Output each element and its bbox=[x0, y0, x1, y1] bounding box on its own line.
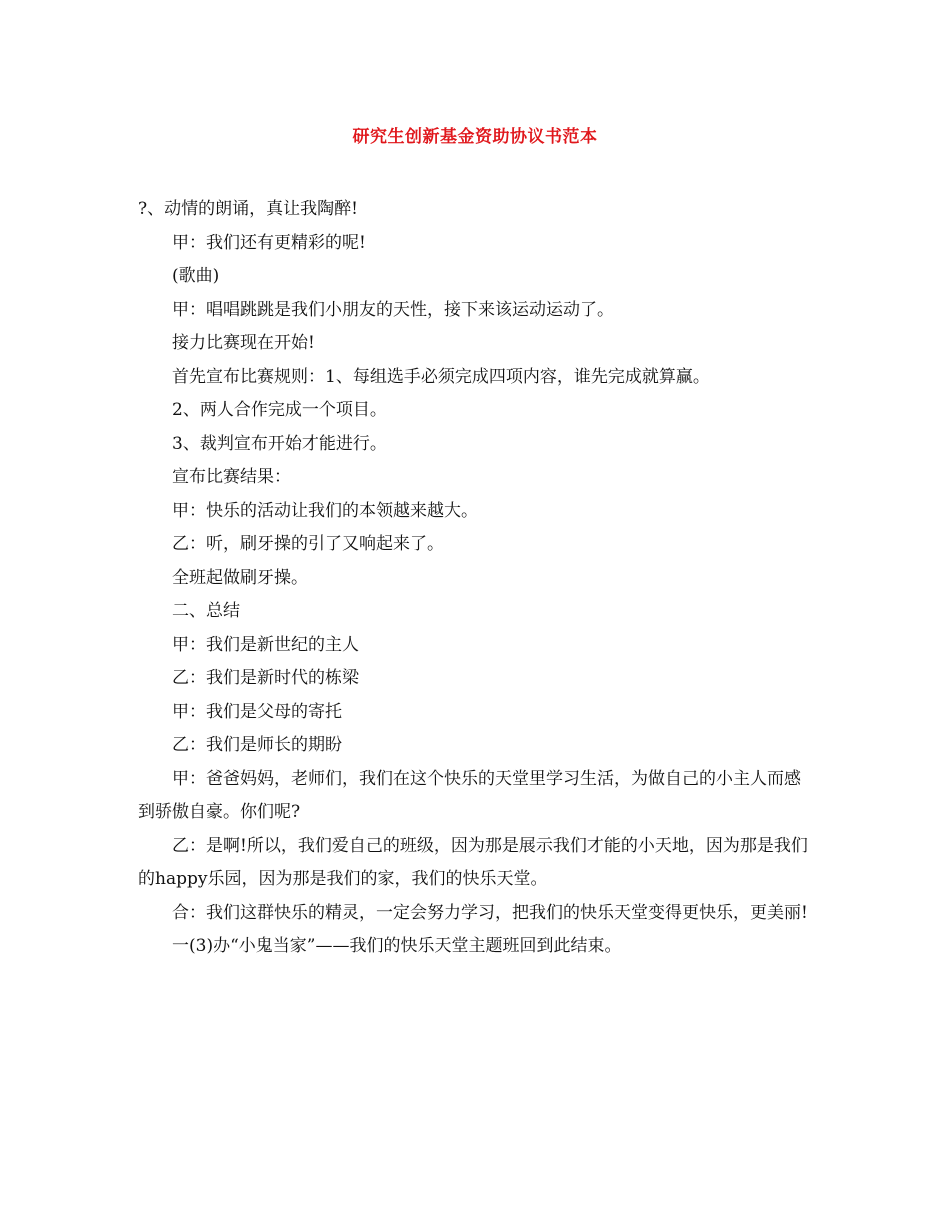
paragraph: 乙：我们是师长的期盼 bbox=[172, 735, 342, 755]
paragraph: 二、总结 bbox=[172, 601, 240, 621]
paragraph: 甲：爸爸妈妈，老师们，我们在这个快乐的天堂里学习生活，为做自己的小主人而感到骄傲自豪。你们呢? bbox=[138, 768, 801, 822]
paragraph: 合：我们这群快乐的精灵，一定会努力学习，把我们的快乐天堂变得更快乐，更美丽! bbox=[172, 902, 808, 923]
paragraph: 2、两人合作完成一个项目。 bbox=[172, 400, 387, 420]
document-body bbox=[138, 193, 814, 964]
paragraph: 乙：是啊!所以，我们爱自己的班级，因为那是展示我们才能的小天地，因为那是我们的happy乐园，因为那是我们的家，我们的快乐天堂。 bbox=[138, 835, 808, 889]
paragraph: ?、动情的朗诵，真让我陶醉! bbox=[138, 199, 358, 219]
paragraph: 全班起做刷牙操。 bbox=[172, 567, 308, 588]
document-title: 研究生创新基金资助协议书范本 bbox=[352, 127, 598, 147]
paragraph: 甲：我们还有更精彩的呢! bbox=[172, 232, 366, 253]
paragraph: 宣布比赛结果： bbox=[172, 467, 291, 487]
paragraph: 甲：唱唱跳跳是我们小朋友的天性，接下来该运动运动了。 bbox=[172, 299, 614, 320]
paragraph: 3、裁判宣布开始才能进行。 bbox=[172, 433, 387, 454]
paragraph: 乙：听，刷牙操的引了又响起来了。 bbox=[172, 534, 444, 554]
paragraph: 首先宣布比赛规则：1、每组选手必须完成四项内容，谁先完成就算赢。 bbox=[172, 366, 710, 387]
paragraph: 接力比赛现在开始! bbox=[172, 333, 315, 353]
paragraph: 乙：我们是新时代的栋梁 bbox=[172, 668, 359, 688]
paragraph: 甲：快乐的活动让我们的本领越来越大。 bbox=[172, 500, 478, 521]
paragraph: 甲：我们是父母的寄托 bbox=[172, 701, 342, 722]
paragraph: 一(3)办“小鬼当家”——我们的快乐天堂主题班回到此结束。 bbox=[172, 936, 622, 956]
paragraph: 甲：我们是新世纪的主人 bbox=[172, 634, 359, 655]
paragraph: (歌曲) bbox=[172, 266, 220, 286]
